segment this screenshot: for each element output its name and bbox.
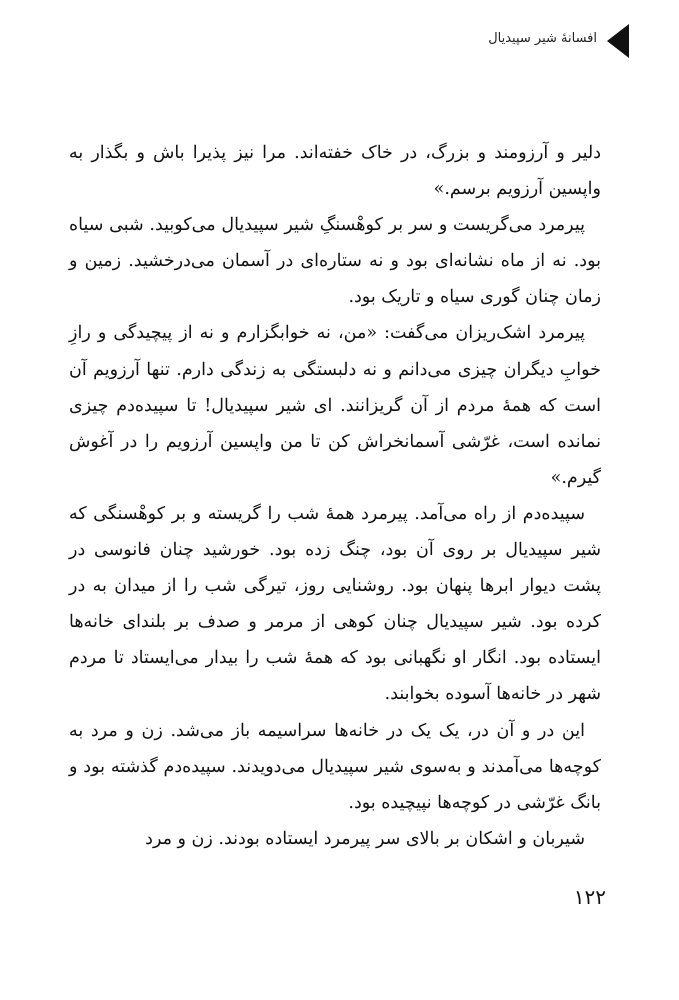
chapter-marker-triangle-icon <box>607 24 629 58</box>
page-body <box>69 135 601 857</box>
paragraph-2: پیرمرد می‌گریست و سر بر کوهْسنگِ شیر سپیدیال می‌کوبید. شبی سیاه بود. نه از ماه نشانه‌ای بود و نه ستاره‌ای در آسمان می‌درخشید. زمین و زمان چنان گوری سیاه و تاریک بود. <box>69 215 601 308</box>
paragraph-4: سپیده‌دم از راه می‌آمد. پیرمرد همهٔ شب را گریسته و بر کوهْسنگی که شیر سپیدیال بر روی آن بود، چنگ زده بود. خورشید چنان فانوسی در پشت دیوار ابرها پنهان بود. روشنایی روز، تیرگی شب را از میدان به در کرده بود. شیر سپیدیال چنان کوهی از مرمر و صدف بر بلندای خانه‌ها ایستاده بود. انگار او نگهبانی بود که همهٔ شب را بیدار می‌ایستاد تا مردم شهر در خانه‌ها آسوده بخوابند. <box>69 503 601 705</box>
running-header: افسانهٔ شیر سپیدیال <box>488 31 597 46</box>
paragraph-6: شیربان و اشکان بر بالای سر پیرمرد ایستاده بودند. زن و مرد <box>145 828 585 849</box>
paragraph-5: این در و آن در، یک یک در خانه‌ها سراسیمه باز می‌شد. زن و مرد به کوچه‌ها می‌آمدند و به‌سوی شیر سپیدیال می‌دویدند. سپیده‌دم گذشته بود و بانگ غرّشی در کوچه‌ها نپیچیده بود. <box>69 720 601 813</box>
paragraph-3: پیرمرد اشک‌ریزان می‌گفت: «من، نه خوابگزارم و نه از پیچیدگی و رازِ خوابِ دیگران چیزی می‌دانم و نه دلبستگی به زندگی دارم. تنها آرزویم آن است که همهٔ مردم از آن گریزانند. ای شیر سپیدیال! تا سپیده‌دم چیزی نمانده است، غرّشی آسمانخراش کن تا من واپسین آرزویم را در آغوش گیرم.» <box>69 323 601 488</box>
paragraph-1: دلیر و آرزومند و بزرگ، در خاک خفته‌اند. مرا نیز پذیرا باش و بگذار به واپسین آرزویم برسم.» <box>69 143 601 200</box>
page-number: ۱۲۲ <box>573 885 606 909</box>
